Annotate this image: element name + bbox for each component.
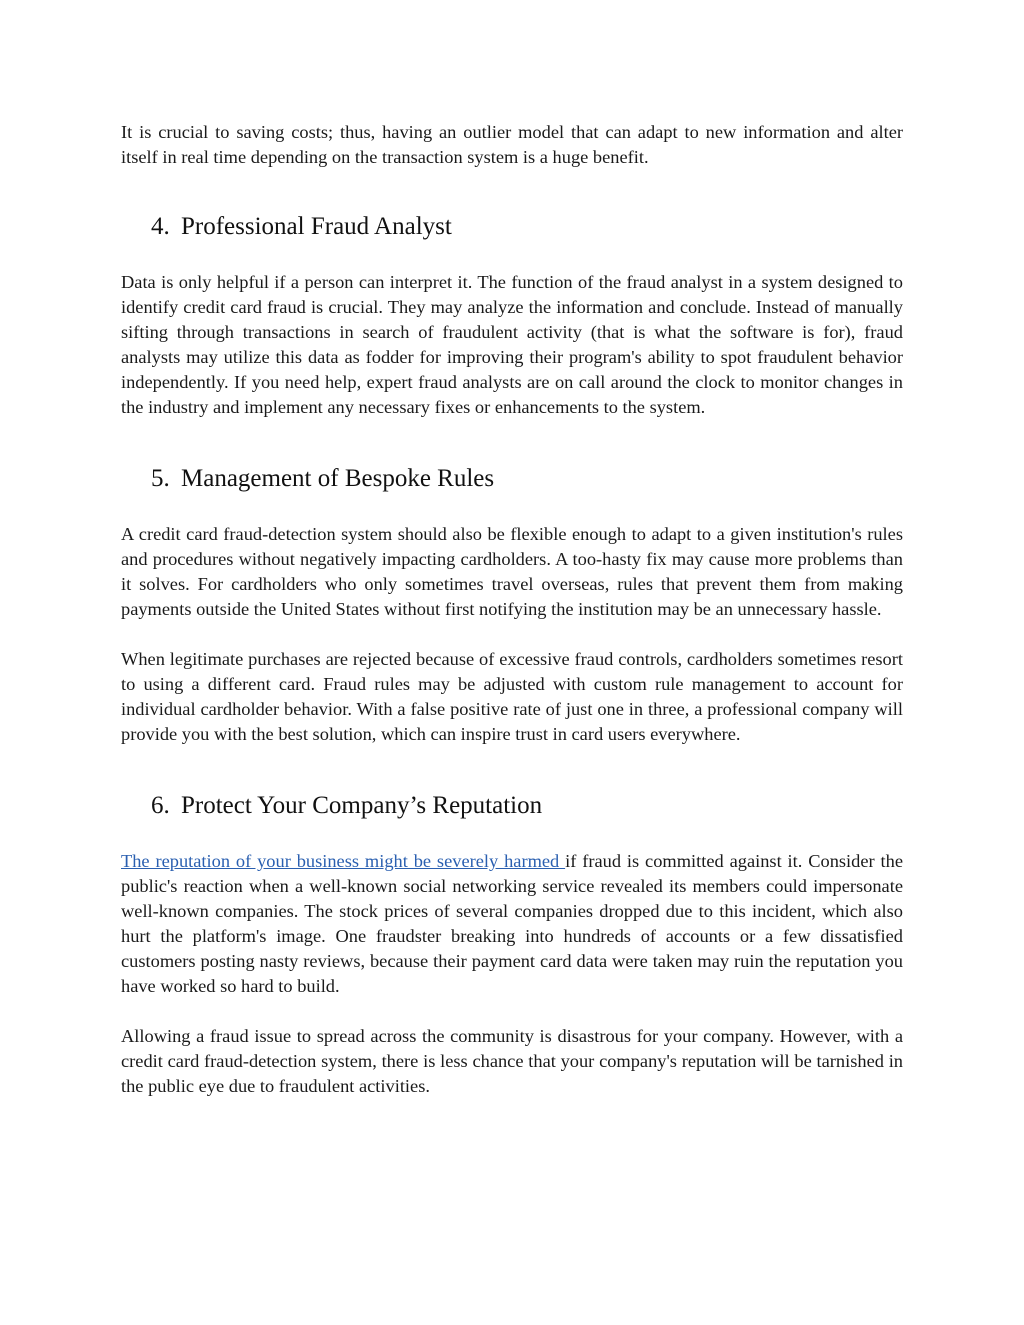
- heading-bespoke-rules: [121, 464, 903, 494]
- reputation-paragraph-2: Allowing a fraud issue to spread across the community is disastrous for your company. However, with a credit card fraud-detection system, there is less chance that your company's reputation will be tarnished in the public eye due to fraudulent activities.: [121, 1026, 903, 1096]
- reputation-paragraph-text: if fraud is committed against it. Consider the public's reaction when a well-known social networking service revealed its members could impersonate well-known companies. The stock prices of several companies dropped due to this incident, which also hurt the platform's image. One fraudster breaking into hundreds of accounts or a few dissatisfied customers posting nasty reviews, because their payment card data were taken may ruin the reputation you have worked so hard to build.: [121, 851, 903, 996]
- heading-number: 5.: [151, 465, 170, 492]
- heading-professional-fraud-analyst: [121, 212, 903, 242]
- heading-title: Protect Your Company’s Reputation: [181, 792, 543, 819]
- heading-title: Professional Fraud Analyst: [181, 213, 452, 240]
- heading-protect-reputation: [121, 791, 903, 821]
- heading-title: Management of Bespoke Rules: [181, 465, 495, 492]
- heading-number: 6.: [151, 792, 170, 819]
- heading-number: 4.: [151, 213, 170, 240]
- reputation-paragraph-1: [121, 849, 903, 999]
- bespoke-rules-paragraph-1: A credit card fraud-detection system should also be flexible enough to adapt to a given institution's rules and procedures without negatively impacting cardholders. A too-hasty fix may cause more problems than it solves. For cardholders who only sometimes travel overseas, rules that prevent them from making payments outside the United States without first notifying the institution may be an unnecessary hassle.: [121, 524, 903, 619]
- document-page: [121, 120, 903, 1099]
- reputation-link[interactable]: The reputation of your business might be severely harmed: [121, 851, 566, 871]
- bespoke-rules-paragraph-2: When legitimate purchases are rejected because of excessive fraud controls, cardholders sometimes resort to using a different card. Fraud rules may be adjusted with custom rule management to account for individual cardholder behavior. With a false positive rate of just one in three, a professional company will provide you with the best solution, which can inspire trust in card users everywhere.: [121, 649, 903, 744]
- fraud-analyst-paragraph: Data is only helpful if a person can interpret it. The function of the fraud analyst in a system designed to identify credit card fraud is crucial. They may analyze the information and conclude. Instead of manually sifting through transactions in search of fraudulent activity (that is what the software is for), fraud analysts may utilize this data as fodder for improving their program's ability to spot fraudulent behavior independently. If you need help, expert fraud analysts are on call around the clock to monitor changes in the industry and implement any necessary fixes or enhancements to the system.: [121, 272, 903, 417]
- intro-paragraph: It is crucial to saving costs; thus, having an outlier model that can adapt to new information and alter itself in real time depending on the transaction system is a huge benefit.: [121, 122, 903, 167]
